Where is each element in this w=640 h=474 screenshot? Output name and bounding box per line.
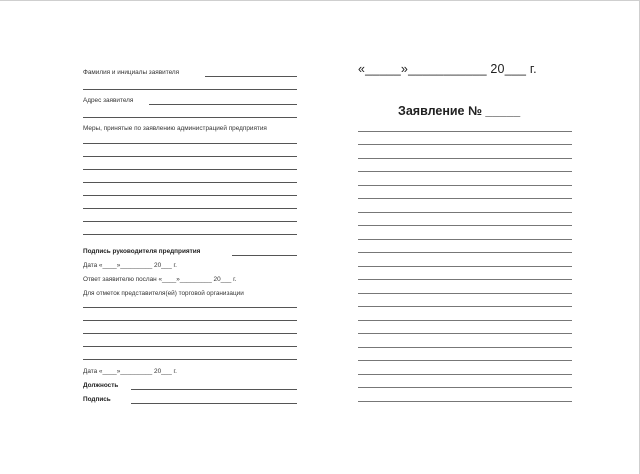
application-line[interactable] — [358, 333, 572, 334]
application-line[interactable] — [358, 347, 572, 348]
application-line[interactable] — [358, 212, 572, 213]
measures-line[interactable] — [83, 234, 297, 235]
applicant-address-field-2[interactable] — [83, 117, 297, 118]
application-line[interactable] — [358, 360, 572, 361]
application-title: Заявление № _____ — [398, 104, 521, 118]
measures-line[interactable] — [83, 143, 297, 144]
application-line[interactable] — [358, 320, 572, 321]
application-line[interactable] — [358, 239, 572, 240]
application-line[interactable] — [358, 252, 572, 253]
position-label: Должность — [83, 382, 119, 389]
application-line[interactable] — [358, 225, 572, 226]
application-line[interactable] — [358, 306, 572, 307]
application-line[interactable] — [358, 266, 572, 267]
measures-line[interactable] — [83, 169, 297, 170]
application-line[interactable] — [358, 171, 572, 172]
date-label-1: Дата «____»_________ 20___ г. — [83, 262, 177, 269]
date-label-2: Дата «____»_________ 20___ г. — [83, 368, 177, 375]
applicant-address-label: Адрес заявителя — [83, 97, 134, 104]
signature-label: Подпись — [83, 396, 111, 403]
position-field[interactable] — [131, 389, 297, 390]
signature-field[interactable] — [131, 403, 297, 404]
notes-line[interactable] — [83, 320, 297, 321]
notes-line[interactable] — [83, 307, 297, 308]
date-header: «_____»___________ 20___ г. — [358, 62, 537, 76]
applicant-name-field-2[interactable] — [83, 89, 297, 90]
applicant-address-field[interactable] — [149, 104, 297, 105]
measures-label: Меры, принятые по заявлению администрацией предприятия — [83, 125, 267, 132]
measures-line[interactable] — [83, 182, 297, 183]
notes-line[interactable] — [83, 346, 297, 347]
application-line[interactable] — [358, 387, 572, 388]
applicant-name-label: Фамилия и инициалы заявителя — [83, 69, 180, 76]
notes-label: Для отметок представителя(ей) торговой организации — [83, 290, 244, 297]
application-line[interactable] — [358, 158, 572, 159]
signature-head-field[interactable] — [232, 255, 297, 256]
applicant-name-field[interactable] — [205, 76, 297, 77]
measures-line[interactable] — [83, 208, 297, 209]
measures-line[interactable] — [83, 221, 297, 222]
measures-line[interactable] — [83, 195, 297, 196]
application-line[interactable] — [358, 185, 572, 186]
application-line[interactable] — [358, 374, 572, 375]
notes-line[interactable] — [83, 359, 297, 360]
application-line[interactable] — [358, 293, 572, 294]
notes-line[interactable] — [83, 333, 297, 334]
reply-sent-label: Ответ заявителю послан «____»_________ 20___ г. — [83, 276, 237, 283]
application-line[interactable] — [358, 279, 572, 280]
measures-line[interactable] — [83, 156, 297, 157]
application-line[interactable] — [358, 198, 572, 199]
application-line[interactable] — [358, 401, 572, 402]
application-line[interactable] — [358, 131, 572, 132]
signature-head-label: Подпись руководителя предприятия — [83, 248, 201, 255]
application-line[interactable] — [358, 144, 572, 145]
